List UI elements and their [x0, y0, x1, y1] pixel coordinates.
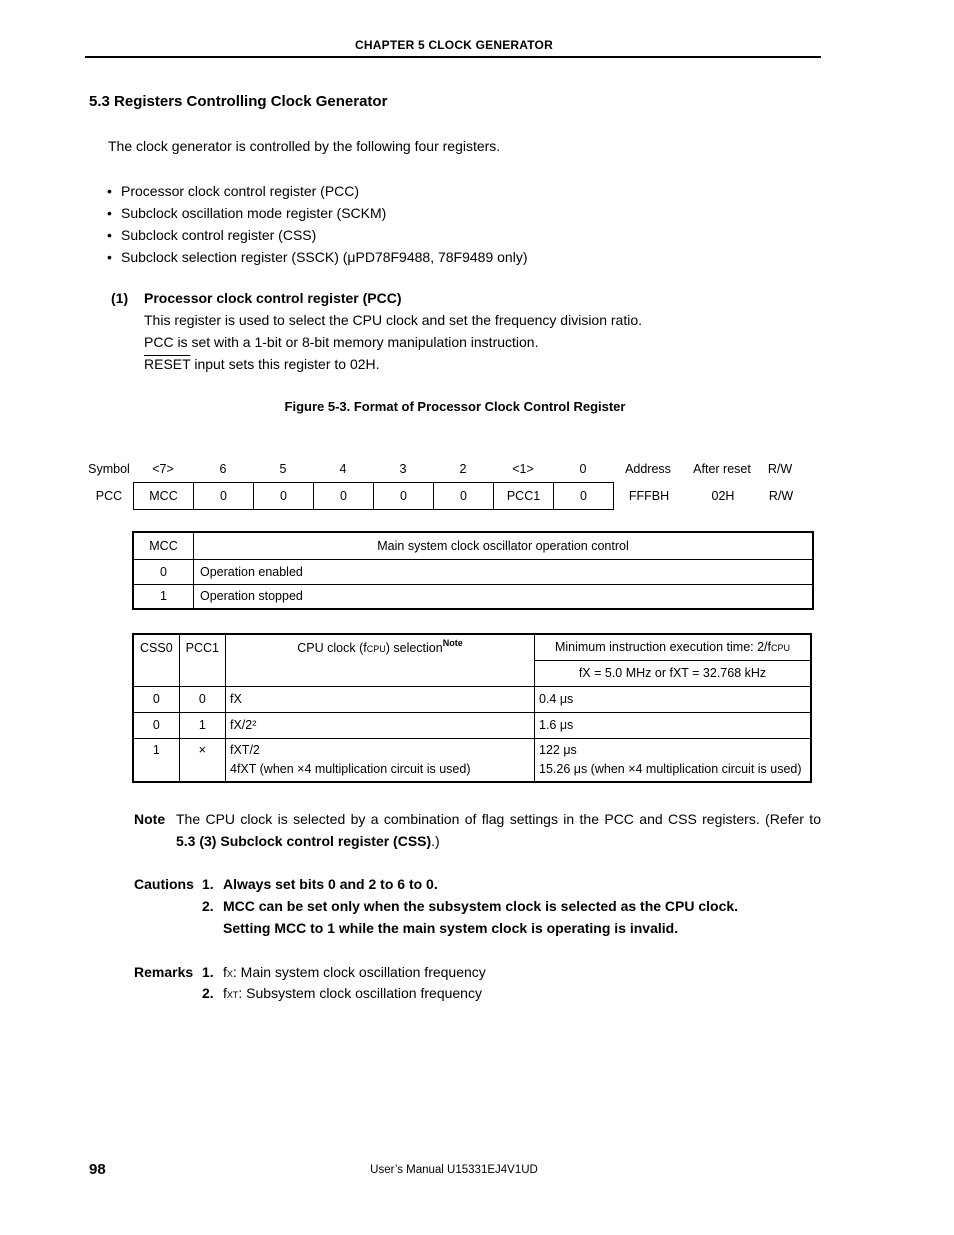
table-header: PCC1 [179, 634, 225, 686]
table-header: Main system clock oscillator operation control [194, 532, 814, 559]
register-header: 4 [339, 462, 347, 476]
table-cell: 1.6 μs [535, 712, 812, 738]
header-rule [85, 56, 821, 58]
remark-text: fXT: Subsystem clock oscillation frequency [223, 985, 482, 1001]
reset-signal: RESET [144, 356, 191, 372]
register-format [85, 458, 800, 510]
list-item: • Subclock oscillation mode register (SCKM) [107, 205, 387, 221]
table-row [133, 532, 813, 559]
section-title: 5.3 Registers Controlling Clock Generator [89, 93, 388, 110]
register-header-row [85, 458, 799, 480]
footer-manual: User’s Manual U15331EJ4V1UD [370, 1164, 538, 1176]
register-header: After reset [693, 462, 751, 476]
table-cell: × [179, 738, 225, 782]
register-bit: 0 [374, 483, 434, 510]
table-cell: 0 [133, 712, 179, 738]
table-header: CPU clock (fCPU) selection$^{Note}$ [226, 634, 535, 686]
subsection-number: (1) [111, 290, 129, 306]
note-reference: 5.3 (3) Subclock control register (CSS).) [176, 833, 440, 849]
caution-text: MCC can be set only when the subsystem clock is selected as the CPU clock. [223, 898, 739, 914]
note-label: Note [134, 811, 166, 827]
register-symbol: PCC [95, 489, 123, 503]
register-bit: 0 [254, 483, 314, 510]
figure-caption: Figure 5-3. Format of Processor Clock Control Register [284, 399, 626, 414]
table-cell: Operation stopped [194, 584, 814, 609]
list-item: • Subclock selection register (SSCK) (μPD78F9488, 78F9489 only) [107, 249, 528, 265]
subsection-title: Processor clock control register (PCC) [144, 290, 402, 306]
note-marker: Note [442, 638, 463, 648]
register-rw: R/W [768, 489, 794, 503]
register-bit: MCC [134, 483, 194, 510]
register-header: 3 [399, 462, 407, 476]
register-header: 0 [579, 462, 587, 476]
register-after-reset: 02H [711, 489, 735, 503]
register-header: <7> [152, 462, 174, 476]
note-text: The CPU clock is selected by a combination of flag settings in the PCC and CSS registers. (Refer to [176, 811, 821, 827]
register-header: <1> [512, 462, 534, 476]
register-bit: PCC1 [494, 483, 554, 510]
register-header: R/W [767, 462, 793, 476]
caution-number: 2. [202, 898, 214, 914]
remark-number: 1. [202, 964, 214, 980]
table-cell: fXT/2 4fXT (when ×4 multiplication circuit is used) [226, 738, 535, 782]
chapter-header: CHAPTER 5 CLOCK GENERATOR [355, 38, 553, 52]
register-bit: 0 [554, 483, 614, 510]
register-bit: 0 [434, 483, 494, 510]
cautions-label: Cautions [134, 876, 194, 892]
table-row [133, 738, 811, 782]
list-item: • Subclock control register (CSS) [107, 227, 317, 243]
table-row [133, 584, 813, 609]
register-address: FFFBH [628, 489, 670, 503]
table-cell: 0 [133, 559, 194, 584]
paragraph-line: PCC is set with a 1-bit or 8-bit memory manipulation instruction. [144, 334, 539, 350]
table-header: MCC [133, 532, 194, 559]
table-cell: 1 [133, 738, 179, 782]
mcc-table [132, 531, 814, 610]
table-cell: 0.4 μs [535, 686, 812, 712]
table-row [133, 634, 811, 660]
caution-text-cont: Setting MCC to 1 while the main system clock is operating is invalid. [223, 920, 679, 936]
register-header: 6 [219, 462, 227, 476]
table-cell: 0 [133, 686, 179, 712]
paragraph-line: This register is used to select the CPU clock and set the frequency division ratio. [144, 312, 643, 328]
register-header: 5 [279, 462, 287, 476]
register-bits-row [85, 483, 800, 510]
table-cell: 122 μs 15.26 μs (when ×4 multiplication circuit is used) [535, 738, 812, 782]
table-cell: Operation enabled [194, 559, 814, 584]
table-cell: 1 [133, 584, 194, 609]
table-header: CSS0 [133, 634, 179, 686]
caution-text: Always set bits 0 and 2 to 6 to 0. [223, 876, 438, 892]
cpu-clock-table [132, 633, 812, 783]
table-row [133, 686, 811, 712]
remark-text: fX: Main system clock oscillation frequency [223, 964, 486, 980]
register-header: 2 [459, 462, 467, 476]
table-cell: 0 [179, 686, 225, 712]
intro-text: The clock generator is controlled by the following four registers. [108, 138, 501, 154]
table-row [133, 559, 813, 584]
remark-number: 2. [202, 985, 214, 1001]
register-header: Symbol [88, 462, 130, 476]
table-cell: 1 [179, 712, 225, 738]
table-cell: fX [226, 686, 535, 712]
table-row [133, 712, 811, 738]
remarks-label: Remarks [134, 964, 194, 980]
caution-number: 1. [202, 876, 214, 892]
register-bit: 0 [314, 483, 374, 510]
reset-line: RESET input sets this register to 02H. [144, 356, 380, 372]
table-header: Minimum instruction execution time: 2/fCPU [535, 634, 812, 660]
page-number: 98 [89, 1161, 106, 1178]
table-header: fX = 5.0 MHz or fXT = 32.768 kHz [535, 660, 812, 686]
register-header: Address [625, 462, 671, 476]
table-cell: fX/2² [226, 712, 535, 738]
list-item: • Processor clock control register (PCC) [107, 183, 360, 199]
register-list [107, 180, 527, 268]
register-bit: 0 [194, 483, 254, 510]
